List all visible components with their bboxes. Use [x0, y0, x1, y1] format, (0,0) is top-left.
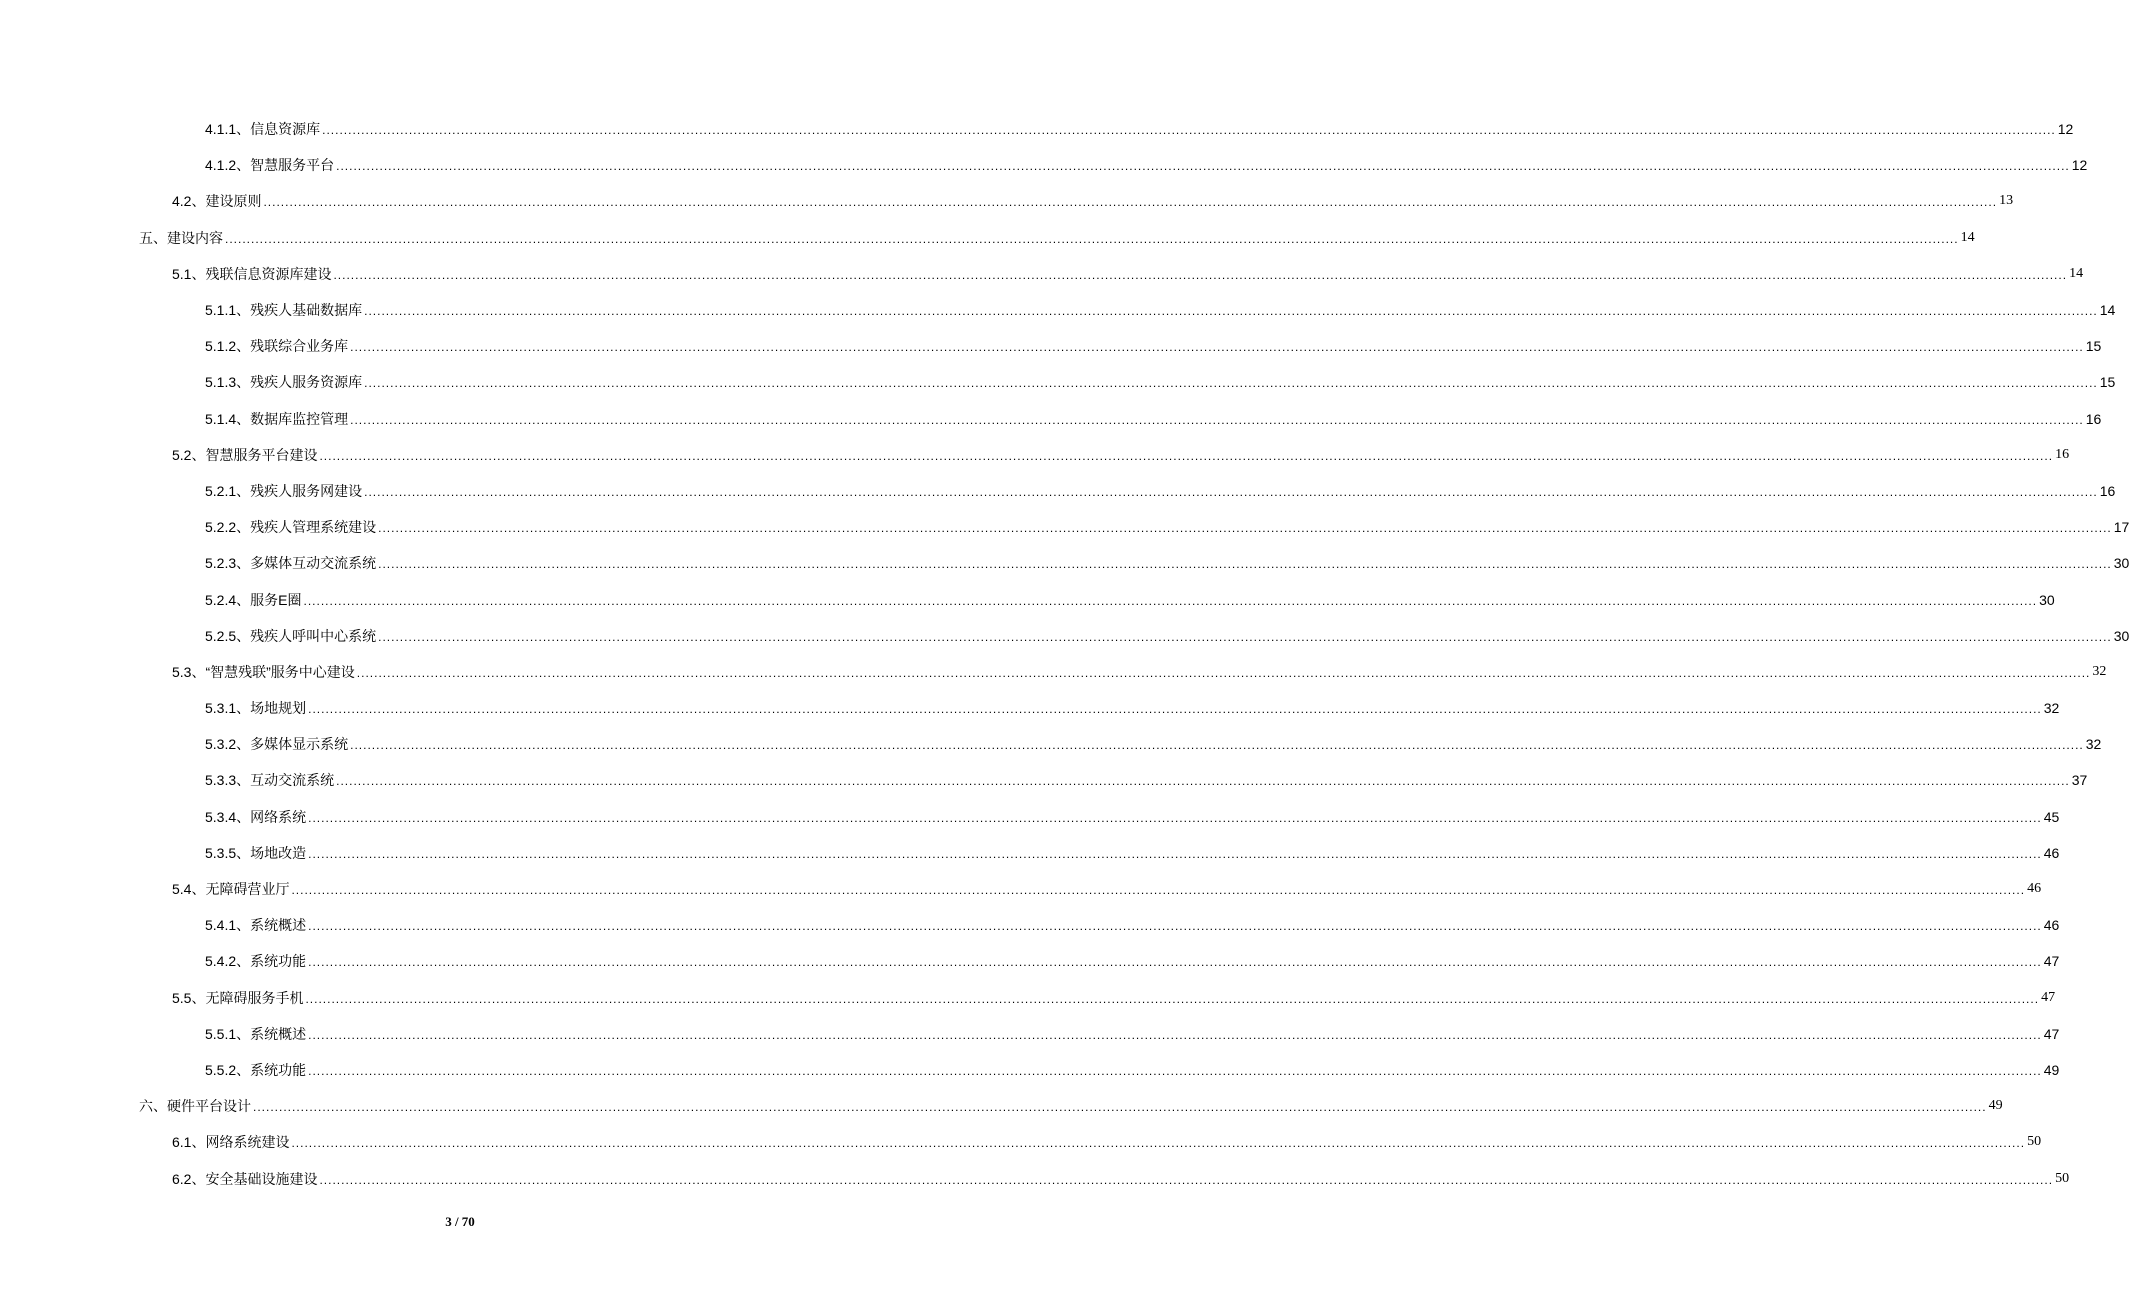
toc-entry-number: 5.3.2、	[205, 736, 251, 753]
toc-entry-page: 32	[2085, 736, 2102, 753]
toc-entry-title: 残联综合业务库	[250, 338, 349, 355]
toc-entry-page: 46	[2043, 844, 2060, 861]
toc-entry-page: 32	[2043, 700, 2060, 717]
toc-leader-dots: ................................................................................................................................................................................................................................................................................................................................................................................................................	[303, 593, 2038, 608]
toc-leader-dots: ................................................................................................................................................................................................................................................................................................................................................................................................................	[333, 267, 2068, 282]
toc-entry-number: 5.3.5、	[205, 844, 251, 861]
toc-entry-page: 50	[2027, 1134, 2042, 1150]
toc-entry-title: 无障碍服务手机	[205, 989, 304, 1006]
toc-leader-dots: ................................................................................................................................................................................................................................................................................................................................................................................................................	[356, 665, 2091, 680]
toc-entry[interactable]	[0, 147, 2088, 183]
toc-entry-number: 5.2、	[172, 446, 206, 463]
toc-entry-title: 智慧服务平台建设	[205, 446, 318, 463]
toc-entry-title: 场地规划	[250, 700, 307, 717]
toc-entry-title: 网络系统建设	[205, 1134, 290, 1151]
toc-entry-page: 47	[2043, 953, 2060, 970]
toc-leader-dots: ................................................................................................................................................................................................................................................................................................................................................................................................................	[263, 195, 1998, 210]
toc-leader-dots: ................................................................................................................................................................................................................................................................................................................................................................................................................	[322, 123, 2056, 138]
toc-entry-page: 49	[1988, 1098, 2003, 1114]
toc-entry-title: 建设内容	[167, 229, 223, 246]
toc-leader-dots: ................................................................................................................................................................................................................................................................................................................................................................................................................	[319, 1172, 2054, 1187]
toc-entry[interactable]	[0, 762, 2088, 798]
toc-leader-dots: ................................................................................................................................................................................................................................................................................................................................................................................................................	[336, 774, 2070, 789]
toc-entry[interactable]	[0, 364, 2116, 400]
toc-entry-page: 14	[2069, 265, 2084, 281]
toc-entry[interactable]	[0, 401, 2102, 437]
toc-entry-title: 多媒体互动交流系统	[250, 555, 377, 572]
toc-entry-page: 17	[2113, 519, 2129, 536]
toc-leader-dots: ................................................................................................................................................................................................................................................................................................................................................................................................................	[364, 376, 2098, 391]
toc-entry[interactable]	[0, 111, 2074, 147]
toc-entry-page: 47	[2043, 1025, 2060, 1042]
toc-entry-page: 12	[2057, 121, 2074, 138]
toc-entry[interactable]	[0, 799, 2060, 835]
toc-entry[interactable]	[0, 328, 2102, 364]
toc-entry[interactable]	[0, 654, 2107, 690]
toc-entry-page: 15	[2099, 374, 2116, 391]
toc-leader-dots: ................................................................................................................................................................................................................................................................................................................................................................................................................	[350, 412, 2084, 427]
toc-leader-dots: ................................................................................................................................................................................................................................................................................................................................................................................................................	[378, 557, 2112, 572]
toc-entry-page: 16	[2099, 482, 2116, 499]
toc-entry[interactable]	[0, 726, 2102, 762]
toc-entry-page: 14	[1960, 229, 1975, 245]
toc-entry-title: 残疾人基础数据库	[250, 302, 363, 319]
toc-entry[interactable]	[0, 618, 2129, 654]
toc-entry[interactable]	[0, 907, 2060, 943]
toc-entry-number: 5.4.2、	[205, 953, 251, 970]
toc-entry-number: 5.3.4、	[205, 808, 251, 825]
toc-entry-number: 5.3.3、	[205, 772, 251, 789]
toc-entry[interactable]	[0, 1088, 2003, 1124]
toc-entry-page: 15	[2085, 338, 2102, 355]
toc-entry-page: 12	[2071, 157, 2088, 174]
toc-entry[interactable]	[0, 835, 2060, 871]
toc-leader-dots: ................................................................................................................................................................................................................................................................................................................................................................................................................	[364, 484, 2098, 499]
toc-leader-dots: ................................................................................................................................................................................................................................................................................................................................................................................................................	[291, 883, 2026, 898]
toc-entry[interactable]	[0, 292, 2116, 328]
toc-entry-number: 5.2.2、	[205, 519, 251, 536]
table-of-contents	[0, 111, 2129, 1197]
toc-leader-dots: ................................................................................................................................................................................................................................................................................................................................................................................................................	[378, 521, 2112, 536]
toc-entry-number: 5.4、	[172, 881, 206, 898]
toc-leader-dots: ................................................................................................................................................................................................................................................................................................................................................................................................................	[350, 340, 2084, 355]
toc-leader-dots: ................................................................................................................................................................................................................................................................................................................................................................................................................	[308, 810, 2042, 825]
toc-entry-title: 信息资源库	[250, 121, 321, 138]
toc-entry[interactable]	[0, 1160, 2070, 1196]
toc-entry-title: 系统概述	[250, 1025, 307, 1042]
toc-entry-number: 5.2.5、	[205, 627, 251, 644]
toc-leader-dots: ................................................................................................................................................................................................................................................................................................................................................................................................................	[225, 231, 1959, 246]
toc-entry-number: 五、	[139, 229, 167, 246]
toc-entry-title: 互动交流系统	[250, 772, 335, 789]
toc-entry-title: 网络系统	[250, 808, 307, 825]
toc-leader-dots: ................................................................................................................................................................................................................................................................................................................................................................................................................	[291, 1136, 2026, 1151]
toc-entry-page: 13	[1999, 193, 2014, 209]
toc-entry[interactable]	[0, 581, 2055, 617]
toc-entry[interactable]	[0, 943, 2060, 979]
toc-entry[interactable]	[0, 473, 2116, 509]
toc-entry-number: 6.1、	[172, 1134, 206, 1151]
toc-entry-number: 4.1.2、	[205, 157, 251, 174]
toc-entry-page: 30	[2113, 555, 2129, 572]
toc-leader-dots: ................................................................................................................................................................................................................................................................................................................................................................................................................	[364, 304, 2098, 319]
toc-entry-title: 系统功能	[250, 1061, 307, 1078]
toc-entry-title: 硬件平台设计	[167, 1098, 251, 1115]
toc-entry-page: 37	[2071, 772, 2088, 789]
toc-entry-page: 46	[2027, 881, 2042, 897]
toc-entry-page: 16	[2085, 410, 2102, 427]
toc-entry-number: 5.1.4、	[205, 410, 251, 427]
toc-entry-page: 46	[2043, 917, 2060, 934]
toc-leader-dots: ................................................................................................................................................................................................................................................................................................................................................................................................................	[308, 919, 2042, 934]
toc-entry-page: 30	[2113, 627, 2129, 644]
toc-entry-page: 47	[2041, 989, 2056, 1005]
toc-entry-title: 智慧服务平台	[250, 157, 335, 174]
toc-entry[interactable]	[0, 1124, 2042, 1160]
toc-leader-dots: ................................................................................................................................................................................................................................................................................................................................................................................................................	[253, 1100, 1987, 1115]
toc-entry-page: 50	[2055, 1170, 2070, 1186]
toc-entry-title: 残疾人管理系统建设	[250, 519, 377, 536]
toc-entry-title: 残疾人服务资源库	[250, 374, 363, 391]
toc-entry[interactable]	[0, 690, 2060, 726]
toc-entry-number: 5.1.2、	[205, 338, 251, 355]
toc-entry[interactable]	[0, 437, 2070, 473]
toc-entry-title: 系统概述	[250, 917, 307, 934]
toc-entry[interactable]	[0, 509, 2129, 545]
toc-leader-dots: ................................................................................................................................................................................................................................................................................................................................................................................................................	[308, 846, 2042, 861]
toc-entry[interactable]	[0, 980, 2056, 1016]
toc-entry-title: 残联信息资源库建设	[205, 265, 332, 282]
toc-entry-title: 建设原则	[205, 193, 262, 210]
toc-entry-page: 14	[2099, 302, 2116, 319]
toc-entry[interactable]	[0, 183, 2014, 219]
toc-entry-number: 5.1、	[172, 265, 206, 282]
toc-entry-title: 服务E圈	[250, 591, 302, 608]
toc-leader-dots: ................................................................................................................................................................................................................................................................................................................................................................................................................	[378, 629, 2112, 644]
toc-entry-number: 5.1.3、	[205, 374, 251, 391]
toc-entry-title: “智慧残联”服务中心建设	[205, 663, 355, 680]
toc-leader-dots: ................................................................................................................................................................................................................................................................................................................................................................................................................	[308, 702, 2042, 717]
toc-entry-page: 49	[2043, 1061, 2060, 1078]
toc-entry-number: 5.2.3、	[205, 555, 251, 572]
toc-entry-number: 5.5.1、	[205, 1025, 251, 1042]
toc-leader-dots: ................................................................................................................................................................................................................................................................................................................................................................................................................	[308, 1063, 2042, 1078]
toc-entry-number: 5.5.2、	[205, 1061, 251, 1078]
toc-entry-page: 32	[2092, 663, 2107, 679]
toc-entry-number: 5.4.1、	[205, 917, 251, 934]
toc-entry-title: 数据库监控管理	[250, 410, 349, 427]
toc-entry[interactable]	[0, 256, 2084, 292]
toc-leader-dots: ................................................................................................................................................................................................................................................................................................................................................................................................................	[319, 448, 2054, 463]
toc-entry-title: 安全基础设施建设	[205, 1170, 318, 1187]
toc-entry-title: 无障碍营业厅	[205, 881, 290, 898]
toc-entry-number: 5.5、	[172, 989, 206, 1006]
toc-entry-title: 系统功能	[250, 953, 307, 970]
toc-entry-number: 5.1.1、	[205, 302, 251, 319]
toc-entry-title: 多媒体显示系统	[250, 736, 349, 753]
toc-leader-dots: ................................................................................................................................................................................................................................................................................................................................................................................................................	[336, 159, 2070, 174]
page-number-footer: 3 / 70	[445, 1214, 475, 1229]
toc-entry-page: 30	[2039, 591, 2055, 608]
toc-leader-dots: ................................................................................................................................................................................................................................................................................................................................................................................................................	[350, 738, 2084, 753]
toc-leader-dots: ................................................................................................................................................................................................................................................................................................................................................................................................................	[305, 991, 2040, 1006]
toc-entry-number: 5.3.1、	[205, 700, 251, 717]
toc-entry-title: 残疾人服务网建设	[250, 482, 363, 499]
toc-entry[interactable]	[0, 1016, 2060, 1052]
toc-entry-number: 4.2、	[172, 193, 206, 210]
toc-entry-number: 5.3、	[172, 663, 206, 680]
toc-entry-number: 5.2.4、	[205, 591, 251, 608]
toc-entry-title: 残疾人呼叫中心系统	[250, 627, 377, 644]
toc-entry[interactable]	[0, 220, 1975, 256]
toc-leader-dots: ................................................................................................................................................................................................................................................................................................................................................................................................................	[308, 1027, 2042, 1042]
toc-entry-number: 5.2.1、	[205, 482, 251, 499]
toc-entry-number: 六、	[139, 1098, 167, 1115]
toc-entry[interactable]	[0, 545, 2129, 581]
toc-entry-number: 6.2、	[172, 1170, 206, 1187]
toc-entry[interactable]	[0, 871, 2042, 907]
toc-entry-page: 45	[2043, 808, 2060, 825]
toc-entry[interactable]	[0, 1052, 2060, 1088]
toc-entry-page: 16	[2055, 446, 2070, 462]
toc-entry-number: 4.1.1、	[205, 121, 251, 138]
toc-leader-dots: ................................................................................................................................................................................................................................................................................................................................................................................................................	[308, 955, 2042, 970]
toc-entry-title: 场地改造	[250, 844, 307, 861]
